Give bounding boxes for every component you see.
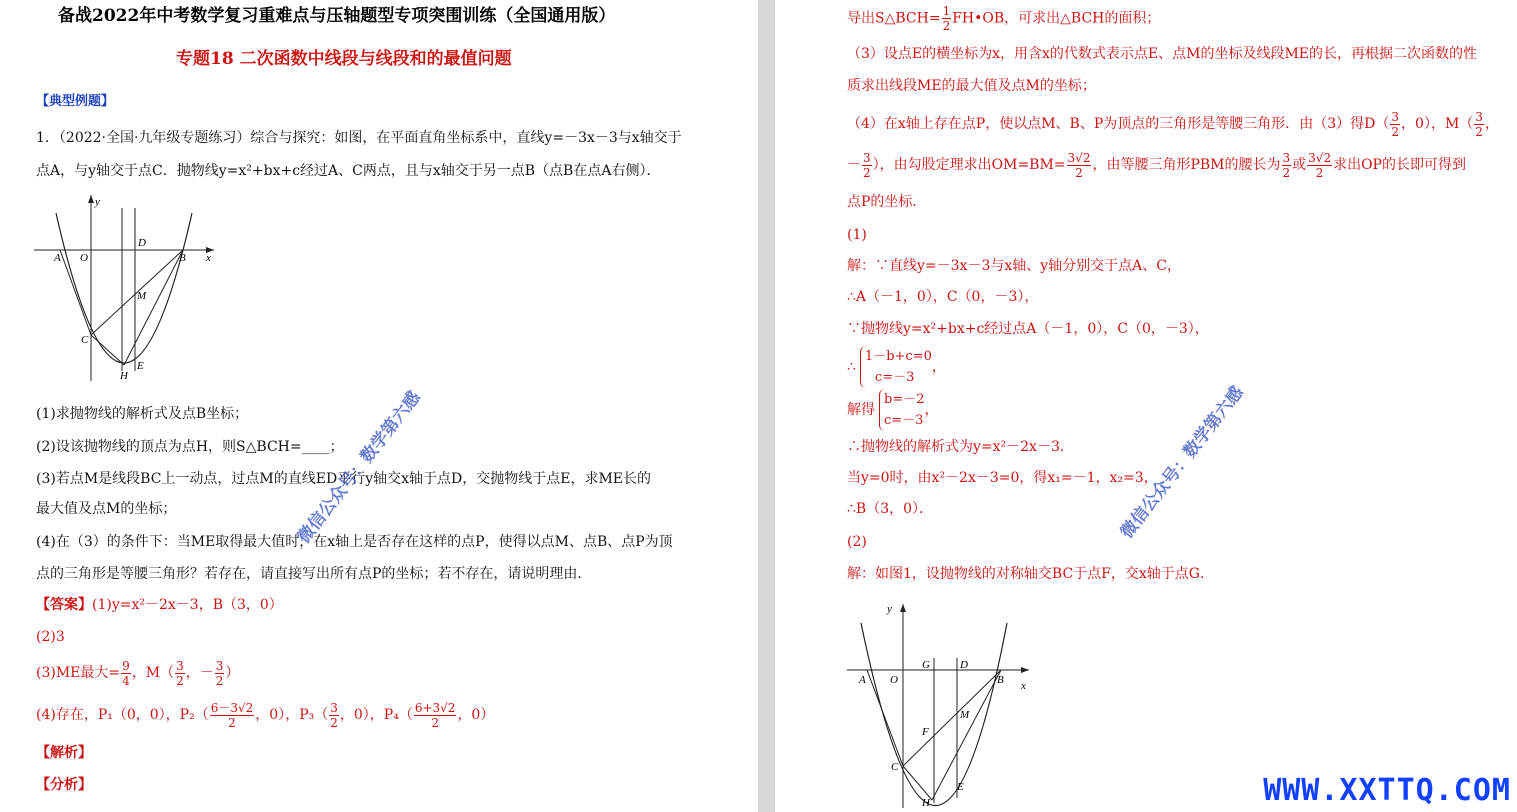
right-line-2: （3）设点E的横坐标为x，用含x的代数式表示点E、点M的坐标及线段ME的长，再根据二次函数的性 — [847, 46, 1478, 62]
fig1-label-D: D — [138, 237, 146, 249]
answer-3-end: ） — [225, 665, 240, 681]
parabola-figure-2 — [847, 598, 1037, 810]
fraction-p3: $\frac{3}{2}$ — [330, 700, 338, 730]
solution-line-11: 解：如图1，设抛物线的对称轴交BC于点F，交x轴于点G． — [847, 566, 1214, 582]
problem-text-line2: 点A，与y轴交于点C．抛物线y=x²+bx+c经过A、C两点，且与x轴交于另一点B（点B在点A右侧）． — [36, 163, 661, 179]
problem-text-line1: 1．（2022·全国·九年级专题练习）综合与探究：如图，在平面直角坐标系中，直线y=－3x－3与x轴交于 — [36, 130, 682, 146]
fig2-label-E: E — [957, 781, 964, 793]
fig2-label-O: O — [890, 674, 898, 686]
watermark-right: 微信公众号：数学第六感 — [1116, 382, 1248, 543]
question-1: (1)求抛物线的解析式及点B坐标； — [36, 406, 249, 422]
fig1-label-y: y — [95, 196, 100, 208]
right-document-page — [775, 0, 1517, 812]
right-line-5: － $\frac{3}{2}$ ），由勾股定理求出OM=BM= $\frac{3√2}{2}$ ，由等腰三角形PBM的腰长为 $\frac{3}{2}$ 或 $\frac{3√2}{2}$ 求出OP的长即可得到 — [847, 150, 1466, 180]
fig2-label-M: M — [960, 709, 970, 721]
fraction-leg2: $\frac{3√2}{2}$ — [1308, 150, 1332, 180]
question-2: (2)设该抛物线的顶点为点H，则S△BCH=____； — [36, 439, 344, 455]
fig2-label-H: H — [922, 797, 930, 809]
fraction-nine-fourths: $\frac{9}{4}$ — [122, 658, 130, 688]
answer-4-p4: ，0），P₄（ — [339, 707, 413, 723]
answer-4-prefix: (4)存在，P₁（0，0），P₂（ — [36, 707, 209, 723]
fig1-label-B: B — [179, 252, 186, 264]
fig2-label-B: B — [997, 674, 1004, 686]
solution-line-7: ∴抛物线的解析式为y=x²－2x－3． — [847, 439, 1074, 455]
fig2-label-F: F — [922, 726, 929, 738]
solution-part-2-label: (2) — [847, 534, 867, 550]
parabola-figure-1 — [34, 193, 219, 383]
solution-line-4: ∵抛物线y=x²+bx+c经过点A（－1，0），C（0，－3）， — [847, 321, 1209, 337]
equation-system-2: b=－2 c=－3 — [879, 389, 925, 431]
fig2-label-D: D — [960, 659, 968, 671]
solution-line-9: ∴B（3，0）． — [847, 501, 934, 517]
fig2-label-y: y — [887, 603, 892, 615]
right-line-4: （4）在x轴上存在点P，使以点M、B、P为顶点的三角形是等腰三角形．由（3）得D（ $\frac{3}{2}$ ，0），M（ $\frac{3}{2}$ ， — [847, 109, 1499, 139]
right-line-3: 质求出线段ME的最大值及点M的坐标； — [847, 78, 1096, 94]
fraction-three-halves: $\frac{3}{2}$ — [176, 658, 184, 688]
site-badge: WWW.XXTTQ.COM — [1263, 773, 1511, 808]
document-title: 备战2022年中考数学复习重难点与压轴题型专项突围训练（全国通用版） — [58, 6, 616, 26]
question-4-line2: 点的三角形是等腰三角形？若存在，请直接写出所有点P的坐标；若不存在，请说明理由． — [36, 566, 592, 582]
fig1-label-H: H — [120, 370, 128, 382]
fraction-m-y: $\frac{3}{2}$ — [863, 150, 871, 180]
solution-system-2: 解得 b=－2 c=－3 ， — [847, 386, 939, 434]
answer-4-p3: ，0），P₃（ — [255, 707, 329, 723]
solution-part-1-label: (1) — [847, 227, 867, 243]
left-document-page — [0, 0, 758, 812]
question-4-line1: (4)在（3）的条件下：当ME取得最大值时，在x轴上是否存在这样的点P，使得以点M、点B、点P为顶 — [36, 534, 673, 550]
question-3-line2: 最大值及点M的坐标； — [36, 501, 177, 517]
fraction-neg-three-halves: $\frac{3}{2}$ — [215, 658, 224, 688]
solution-line-2: 解：∵直线y=－3x－3与x轴、y轴分别交于点A、C， — [847, 258, 1181, 274]
fig2-label-G: G — [922, 659, 930, 671]
equation-system-1: 1－b+c=0 c=－3 — [860, 346, 932, 388]
fraction-m-x: $\frac{3}{2}$ — [1475, 109, 1483, 139]
fraction-p2: $\frac{6-3√2}{2}$ — [210, 700, 254, 730]
answer-line-4 — [36, 698, 494, 732]
fig2-label-C: C — [891, 761, 899, 773]
watermark-left: 微信公众号：数学第六感 — [293, 387, 425, 548]
question-3-line1: (3)若点M是线段BC上一动点，过点M的直线ED平行y轴交x轴于点D，交抛物线于点E，求ME长的 — [36, 471, 652, 487]
answer-3-prefix: (3)ME最大= — [36, 665, 121, 681]
fraction-om: $\frac{3√2}{2}$ — [1067, 150, 1091, 180]
solution-system-1: ∴ 1－b+c=0 c=－3 ， — [847, 343, 946, 391]
answer-line-1 — [36, 595, 283, 615]
fraction-d-x: $\frac{3}{2}$ — [1391, 109, 1400, 139]
analysis-label: 【解析】 — [36, 745, 92, 761]
answer-4-end: ，0） — [457, 707, 495, 723]
answer-2: (2)3 — [36, 629, 65, 645]
fraction-leg1: $\frac{3}{2}$ — [1282, 150, 1291, 180]
fig1-label-E: E — [137, 360, 144, 372]
right-line-1: 导出S△BCH= $\frac{1}{2}$ FH•OB，可求出△BCH的面积； — [847, 4, 1161, 33]
answer-3-mid: ，M（ — [131, 665, 175, 681]
topic-subtitle: 专题18 二次函数中线段与线段和的最值问题 — [176, 49, 512, 69]
fig2-label-A: A — [859, 674, 866, 686]
fig1-label-O: O — [80, 252, 88, 264]
answer-line-3: (3)ME最大= $\frac{9}{4}$ ，M（ $\frac{3}{2}$ ，－ $\frac{3}{2}$ ） — [36, 658, 240, 688]
fig1-label-M: M — [137, 290, 147, 302]
fraction-p4: $\frac{6+3√2}{2}$ — [414, 700, 456, 730]
right-line-6: 点P的坐标． — [847, 194, 927, 210]
section-label: 【典型例题】 — [36, 94, 115, 109]
fig1-label-A: A — [54, 252, 61, 264]
fenxi-label: 【分析】 — [36, 777, 92, 793]
fig1-label-x: x — [206, 252, 211, 264]
fig1-label-C: C — [81, 334, 89, 346]
answer-1: (1)y=x²－2x－3，B（3，0） — [92, 597, 283, 613]
solution-line-8: 当y=0时，由x²－2x－3=0，得x₁=－1，x₂=3， — [847, 470, 1158, 486]
solution-line-3: ∴A（－1，0），C（0，－3）， — [847, 289, 1039, 305]
fraction-half: $\frac{1}{2}$ — [942, 4, 951, 33]
fig2-label-x: x — [1021, 680, 1026, 692]
answer-label: 【答案】 — [36, 597, 92, 613]
